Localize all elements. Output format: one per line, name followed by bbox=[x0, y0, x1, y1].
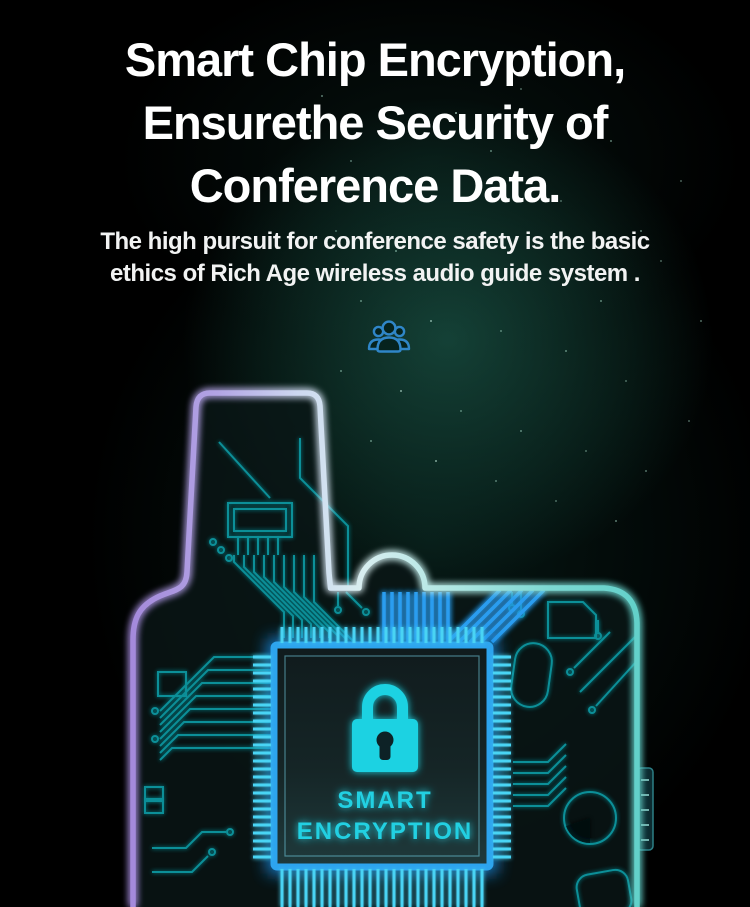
hero-text-block bbox=[0, 28, 750, 290]
title-line-1: Smart Chip Encryption, bbox=[124, 33, 626, 86]
user-group-icon bbox=[367, 317, 411, 355]
title-line-3: Conference Data. bbox=[189, 159, 561, 212]
subtitle-line-2: ethics of Rich Age wireless audio guide system . bbox=[110, 260, 640, 287]
page-title bbox=[0, 28, 750, 217]
chip-label-line-1: SMART bbox=[337, 787, 433, 814]
subtitle-line-1: The high pursuit for conference safety is the basic bbox=[100, 228, 650, 255]
chip-label-line-2: ENCRYPTION bbox=[296, 818, 474, 845]
page-subtitle bbox=[0, 226, 750, 290]
title-line-2: Ensurethe Security of bbox=[142, 96, 608, 149]
device-circuit-graphic bbox=[0, 380, 750, 907]
background-speckles bbox=[0, 0, 2, 2]
